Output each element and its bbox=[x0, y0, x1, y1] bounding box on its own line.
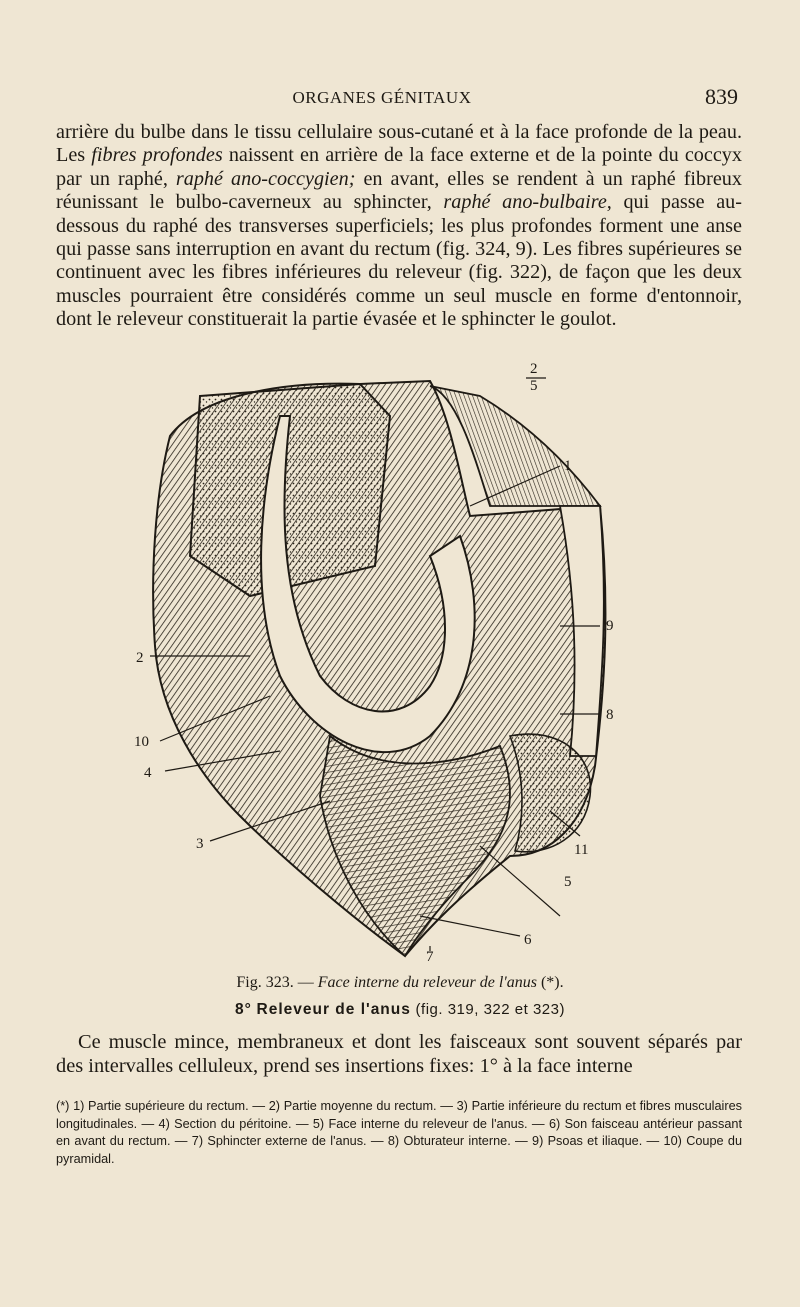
caption-lead: Fig. 323. — bbox=[236, 974, 318, 991]
label-10: 10 bbox=[134, 734, 149, 750]
figure-caption bbox=[0, 974, 800, 992]
text-run: en avant, elles se rendent à un raphé fibreux réunissant le bulbo-caverneux au sphincter, bbox=[56, 167, 742, 214]
italic-term: raphé ano-coccygien; bbox=[175, 167, 356, 190]
paragraph-levator-intro: Ce muscle mince, membraneux et dont les faisceaux sont souvent séparés par des intervalles celluleux, prend ses insertions fixes: 1° à la face interne bbox=[56, 1031, 742, 1077]
section-number: 8° bbox=[235, 1001, 252, 1018]
running-head bbox=[56, 84, 738, 114]
levator-funnel bbox=[320, 736, 510, 956]
caption-mark: (*). bbox=[536, 974, 564, 991]
text-run: naissent en arrière de la face externe et de la pointe du coccyx par un raphé, bbox=[56, 144, 742, 190]
label-6: 6 bbox=[524, 932, 532, 948]
scale-denominator: 5 bbox=[530, 378, 538, 394]
label-7: 7 bbox=[426, 949, 434, 965]
label-2: 2 bbox=[136, 650, 144, 666]
label-9: 9 bbox=[606, 618, 614, 634]
italic-term: fibres profondes bbox=[91, 144, 223, 167]
page-number: 839 bbox=[705, 84, 738, 109]
label-11: 11 bbox=[574, 842, 589, 858]
section-title: Releveur de l'anus bbox=[256, 1001, 411, 1018]
levator-ani-engraving bbox=[130, 356, 650, 966]
label-8: 8 bbox=[606, 707, 614, 723]
section-refs: (fig. 319, 322 et 323) bbox=[410, 1001, 565, 1018]
figure-legend-footnote: (*) 1) Partie supérieure du rectum. — 2) Partie moyenne du rectum. — 3) Partie inférieure du rectum et fibres musculaires longitudinales. — 4) Section du péritoine. — 5) Face interne du releveur de l'anus. — 6) Son faisceau antérieur passant en avant du rectum. — 7) Sphincter externe de l'anus. — 8) Obturateur interne. — 9) Psoas et iliaque. — 10) Coupe du pyramidal. bbox=[56, 1099, 742, 1166]
section-heading bbox=[0, 1001, 800, 1019]
label-1: 1 bbox=[564, 458, 572, 474]
caption-title: Face interne du releveur de l'anus bbox=[317, 974, 537, 991]
label-4: 4 bbox=[144, 765, 152, 781]
label-3: 3 bbox=[196, 836, 204, 852]
scale-numerator: 2 bbox=[530, 361, 538, 377]
paragraph-fibres-profondes bbox=[56, 121, 742, 332]
italic-term: raphé ano-bulbaire, bbox=[443, 191, 612, 214]
anatomical-figure bbox=[130, 356, 650, 966]
label-5: 5 bbox=[564, 874, 572, 890]
running-title: ORGANES GÉNITAUX bbox=[292, 88, 472, 107]
text-run: qui passe au-dessous du raphé des transverses superficiels; les plus profondes forment une anse qui passe sans interruption en avant du rectum (fig. 324, 9). Les fibres supérieures se continuent avec les fibres inférieures du releveur (fig. 322), de façon que les deux muscles pourraient être considérés comme un seul muscle en forme d'entonnoir, dont le releveur constituerait la partie évasée et le sphincter le goulot. bbox=[56, 191, 742, 331]
text-run: arrière du bulbe dans le tissu cellulaire sous-cutané et à la face profonde de la peau. Les bbox=[56, 121, 742, 167]
